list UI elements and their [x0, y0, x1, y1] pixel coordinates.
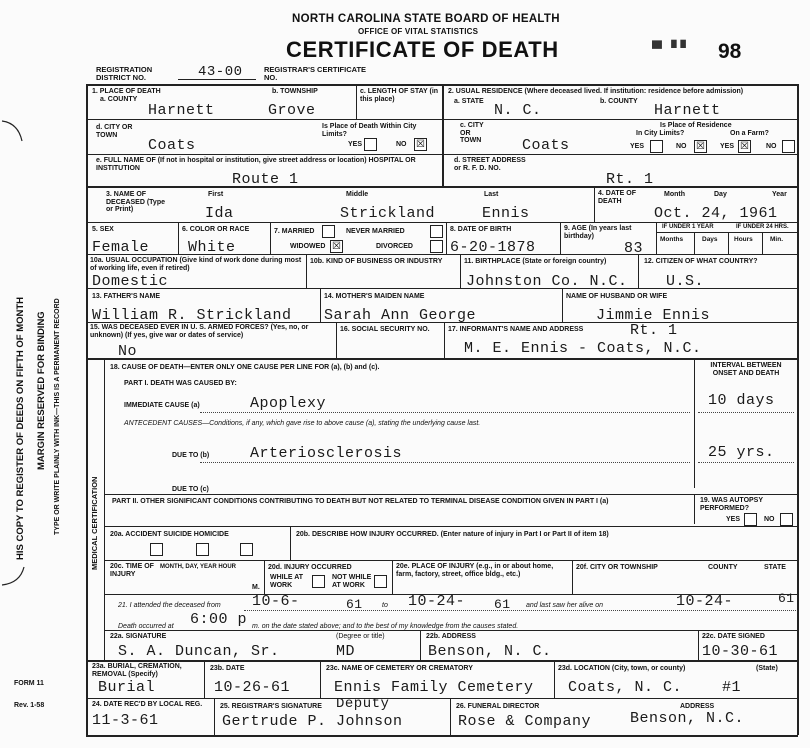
- form-number: FORM 11: [14, 680, 44, 687]
- cert-number: 98: [718, 40, 742, 63]
- residence-label: 2. USUAL RESIDENCE (Where deceased lived. If institution: residence before admission): [448, 88, 744, 95]
- injury-occurred-label: 20d. INJURY OCCURRED: [268, 564, 352, 571]
- deceased-name-label: 3. NAME OF DECEASED (Type or Print): [106, 191, 165, 213]
- death-limits-yes-checkbox[interactable]: [364, 138, 377, 151]
- res-limits-no-label: NO: [676, 143, 687, 150]
- months-label: Months: [660, 236, 684, 243]
- res-state-label: a. STATE: [454, 98, 484, 105]
- res-limits-label: In City Limits?: [636, 130, 685, 137]
- mother-label: 14. MOTHER'S MAIDEN NAME: [324, 293, 425, 300]
- middle-name-value: Strickland: [340, 205, 436, 222]
- immediate-cause-label: IMMEDIATE CAUSE (a): [124, 402, 200, 409]
- registrar-signature-label: 25. REGISTRAR'S SIGNATURE: [220, 703, 322, 710]
- color-value: White: [188, 239, 236, 256]
- res-street-value: Rt. 1: [606, 171, 654, 188]
- burial-label: 23a. BURIAL, CREMATION, REMOVAL (Specify): [92, 663, 182, 678]
- burial-date-value: 10-26-61: [214, 679, 291, 696]
- death-county-value: Harnett: [148, 102, 215, 119]
- attended-text: 21. I attended the deceased from: [118, 602, 221, 609]
- res-street-label: d. STREET ADDRESS or R. F. D. NO.: [454, 157, 526, 172]
- accident-checkbox[interactable]: [150, 543, 163, 556]
- citizen-value: U.S.: [666, 273, 705, 290]
- due-to-c-label: DUE TO (c): [172, 486, 209, 493]
- last-saw-text: and last saw her alive on: [526, 602, 604, 609]
- date-of-birth-label: 8. DATE OF BIRTH: [450, 226, 512, 233]
- mother-value: Sarah Ann George: [324, 307, 477, 324]
- birthplace-value: Johnston Co. N.C.: [466, 273, 628, 290]
- cause-label: 18. CAUSE OF DEATH—ENTER ONLY ONE CAUSE PER LINE FOR (a), (b) and (c).: [110, 364, 380, 371]
- occupation-value: Domestic: [92, 273, 169, 290]
- spouse-label: NAME OF HUSBAND OR WIFE: [566, 293, 668, 300]
- death-city-value: Coats: [148, 137, 196, 154]
- degree-label: (Degree or title): [336, 633, 385, 640]
- death-occurred-time: 6:00 p: [190, 611, 248, 628]
- injury-time-cols: MONTH, DAY, YEAR HOUR: [160, 564, 237, 570]
- autopsy-label: 19. WAS AUTOPSY PERFORMED?: [700, 497, 763, 512]
- res-inside-label: Is Place of Residence: [660, 122, 732, 129]
- res-farm-label: On a Farm?: [730, 130, 769, 137]
- informant-label: 17. INFORMANT'S NAME AND ADDRESS: [448, 326, 584, 333]
- form-revision: Rev. 1-58: [14, 702, 45, 709]
- res-limits-no-checkbox[interactable]: ☒: [694, 140, 707, 153]
- injury-city-label: 20f. CITY OR TOWNSHIP: [576, 564, 658, 571]
- registrar-cert-label: REGISTRAR'S CERTIFICATE NO.: [264, 65, 367, 82]
- attended-to-year: 61: [494, 597, 511, 612]
- location-state-label: (State): [756, 665, 778, 672]
- burial-value: Burial: [98, 679, 156, 696]
- burial-date-label: 23b. DATE: [210, 665, 245, 672]
- suicide-checkbox[interactable]: [196, 543, 209, 556]
- first-name-label: First: [208, 191, 224, 198]
- death-occurred-rest: m. on the date stated above; and to the best of my knowledge from the causes stated.: [252, 623, 519, 630]
- married-checkbox[interactable]: [322, 225, 335, 238]
- res-county-label: b. COUNTY: [600, 98, 638, 105]
- death-county-label: a. COUNTY: [100, 96, 138, 103]
- middle-name-label: Middle: [346, 191, 369, 198]
- widowed-checkbox[interactable]: ☒: [330, 240, 343, 253]
- days-label: Days: [702, 236, 718, 243]
- hours-label: Hours: [734, 236, 753, 243]
- injury-time-m: M.: [252, 584, 260, 591]
- attended-to-value: 10-24-: [408, 593, 466, 610]
- res-farm-yes-label: YES: [720, 143, 735, 150]
- while-at-work-checkbox[interactable]: [312, 575, 325, 588]
- institution-value: Route 1: [232, 171, 299, 188]
- married-label: 7. MARRIED: [274, 228, 315, 235]
- margin-register-note: HIS COPY TO REGISTER OF DEEDS ON FIFTH OF MONTH: [15, 296, 26, 560]
- res-state-value: N. C.: [494, 102, 542, 119]
- funeral-director-label: 26. FUNERAL DIRECTOR: [456, 703, 540, 710]
- first-name-value: Ida: [205, 205, 234, 222]
- antecedent-label: ANTECEDENT CAUSES—Conditions, if any, which gave rise to above cause (a), stating the underlying cause last.: [124, 420, 481, 427]
- cemetery-value: Ennis Family Cemetery: [334, 679, 534, 696]
- attended-from-value: 10-6-: [252, 593, 300, 610]
- res-city-value: Coats: [522, 137, 570, 154]
- last-name-label: Last: [484, 191, 499, 198]
- date-received-value: 11-3-61: [92, 712, 159, 729]
- attended-from-year: 61: [346, 597, 363, 612]
- color-label: 6. COLOR OR RACE: [182, 226, 250, 233]
- citizen-label: 12. CITIZEN OF WHAT COUNTRY?: [644, 258, 758, 265]
- cemetery-label: 23c. NAME OF CEMETERY OR CREMATORY: [326, 665, 473, 672]
- date-received-label: 24. DATE REC'D BY LOCAL REG.: [92, 701, 203, 708]
- death-occurred-text: Death occurred at: [118, 623, 174, 630]
- armed-forces-label: 15. WAS DECEASED EVER IN U. S. ARMED FORCES? (Yes, no, or unknown) (If yes, give war or dates of service): [90, 324, 309, 339]
- due-to-b-label: DUE TO (b): [172, 452, 210, 459]
- autopsy-no-checkbox[interactable]: [780, 513, 793, 526]
- due-to-b-value: Arteriosclerosis: [250, 445, 403, 462]
- death-township-value: Grove: [268, 102, 316, 119]
- margin-binding-note: MARGIN RESERVED FOR BINDING: [36, 311, 47, 470]
- signature-value: S. A. Duncan, Sr.: [118, 643, 280, 660]
- armed-forces-value: No: [118, 343, 138, 360]
- death-limits-no-label: NO: [396, 141, 407, 148]
- homicide-checkbox[interactable]: [240, 543, 253, 556]
- margin-permanent-note: TYPE OR WRITE PLAINLY WITH INK—THIS IS A PERMANENT RECORD: [54, 298, 61, 535]
- reg-district-value: 43-00: [198, 64, 243, 80]
- res-farm-no-checkbox[interactable]: [782, 140, 795, 153]
- injury-time-label: 20c. TIME OF INJURY: [110, 563, 154, 578]
- last-name-value: Ennis: [482, 205, 530, 222]
- degree-value: MD: [336, 643, 356, 660]
- page-title: CERTIFICATE OF DEATH: [286, 37, 559, 62]
- res-city-label: c. CITY OR TOWN: [460, 122, 484, 144]
- not-while-at-work-checkbox[interactable]: [374, 575, 387, 588]
- not-while-at-work-label: NOT WHILE AT WORK: [332, 574, 372, 589]
- death-township-label: b. TOWNSHIP: [272, 88, 318, 95]
- informant-route-value: Rt. 1: [630, 322, 678, 339]
- funeral-address-value: Benson, N.C.: [630, 710, 745, 727]
- autopsy-yes-checkbox[interactable]: [744, 513, 757, 526]
- age-label: 9. AGE (In years last birthday): [564, 225, 632, 240]
- last-saw-value: 10-24-: [676, 593, 734, 610]
- medical-certification-label: MEDICAL CERTIFICATION: [90, 476, 99, 570]
- physician-address-value: Benson, N. C.: [428, 643, 552, 660]
- margin-curve-marks: [0, 115, 30, 595]
- office-name: OFFICE OF VITAL STATISTICS: [358, 27, 479, 36]
- length-of-stay-label: c. LENGTH OF STAY (in this place): [360, 88, 439, 103]
- spouse-value: Jimmie Ennis: [596, 307, 711, 324]
- never-married-label: NEVER MARRIED: [346, 228, 405, 235]
- location-value: Coats, N. C.: [568, 679, 683, 696]
- res-county-value: Harnett: [654, 102, 721, 119]
- agency-name: NORTH CAROLINA STATE BOARD OF HEALTH: [292, 13, 560, 25]
- immediate-cause-value: Apoplexy: [250, 395, 327, 412]
- date-signed-value: 10-30-61: [702, 643, 779, 660]
- birthplace-label: 11. BIRTHPLACE (State or foreign country): [464, 258, 607, 265]
- date-of-death-value: Oct. 24, 1961: [654, 205, 778, 222]
- father-value: William R. Strickland: [92, 307, 292, 324]
- year-label: Year: [772, 191, 787, 198]
- divorced-label: DIVORCED: [376, 243, 413, 250]
- never-married-checkbox[interactable]: [430, 225, 443, 238]
- occupation-label: 10a. USUAL OCCUPATION (Give kind of work done during most of working life, even if retired): [90, 257, 302, 272]
- sex-label: 5. SEX: [92, 226, 114, 233]
- interval-label: INTERVAL BETWEEN ONSET AND DEATH: [710, 362, 782, 377]
- physician-address-label: 22b. ADDRESS: [426, 633, 476, 640]
- sex-value: Female: [92, 239, 150, 256]
- cert-number-smudge: ▀ ▝ ▘: [652, 40, 692, 56]
- while-at-work-label: WHILE AT WORK: [270, 574, 304, 589]
- injury-place-label: 20e. PLACE OF INJURY (e.g., in or about home, farm, factory, street, office bldg., etc.): [396, 563, 554, 578]
- ssn-label: 16. SOCIAL SECURITY NO.: [340, 326, 430, 333]
- res-farm-yes-checkbox[interactable]: ☒: [738, 140, 751, 153]
- immediate-interval-value: 10 days: [708, 392, 775, 409]
- funeral-director-value: Rose & Company: [458, 713, 592, 730]
- informant-value: M. E. Ennis - Coats, N.C.: [464, 340, 702, 357]
- part1-label: PART I. DEATH WAS CAUSED BY:: [124, 380, 237, 387]
- city-limits-label: Is Place of Death Within City Limits?: [322, 123, 417, 138]
- location-label: 23d. LOCATION (City, town, or county): [558, 665, 686, 672]
- under-24-hrs-label: IF UNDER 24 HRS.: [736, 224, 789, 230]
- month-label: Month: [664, 191, 685, 198]
- due-to-b-interval-value: 25 yrs.: [708, 444, 775, 461]
- minutes-label: Min.: [770, 236, 783, 243]
- res-limits-yes-label: YES: [630, 143, 645, 150]
- under-1-year-label: IF UNDER 1 YEAR: [662, 224, 714, 230]
- location-state-value: #1: [722, 679, 742, 696]
- injury-describe-label: 20b. DESCRIBE HOW INJURY OCCURRED. (Enter nature of injury in Part I or Part II of item 18): [296, 531, 609, 538]
- signature-label: 22a. SIGNATURE: [110, 633, 167, 640]
- day-label: Day: [714, 191, 727, 198]
- divorced-checkbox[interactable]: [430, 240, 443, 253]
- age-value: 83: [624, 240, 644, 257]
- to-label: to: [382, 602, 388, 609]
- death-place-label: 1. PLACE OF DEATH: [92, 88, 161, 95]
- date-signed-label: 22c. DATE SIGNED: [702, 633, 765, 640]
- injury-kind-label: 20a. ACCIDENT SUICIDE HOMICIDE: [110, 531, 229, 538]
- last-saw-year: 61: [778, 591, 795, 606]
- death-limits-no-checkbox[interactable]: ☒: [414, 138, 427, 151]
- injury-county-label: COUNTY: [708, 564, 738, 571]
- date-of-death-label: 4. DATE OF DEATH: [598, 190, 636, 205]
- business-label: 10b. KIND OF BUSINESS OR INDUSTRY: [310, 258, 443, 265]
- autopsy-no-label: NO: [764, 516, 775, 523]
- reg-district-label: REGISTRATION DISTRICT NO.: [96, 65, 153, 82]
- res-limits-yes-checkbox[interactable]: [650, 140, 663, 153]
- res-farm-no-label: NO: [766, 143, 777, 150]
- part2-label: PART II. OTHER SIGNIFICANT CONDITIONS CONTRIBUTING TO DEATH BUT NOT RELATED TO TERMINAL DISEASE CONDITION GIVEN IN PART I (a): [112, 498, 609, 505]
- father-label: 13. FATHER'S NAME: [92, 293, 161, 300]
- institution-label: e. FULL NAME OF (If not in hospital or institution, give street address or location) HOSPITAL OR INSTITUTION: [96, 157, 416, 172]
- funeral-address-label: ADDRESS: [680, 703, 715, 710]
- date-of-birth-value: 6-20-1878: [450, 239, 536, 256]
- widowed-label: WIDOWED: [290, 243, 326, 250]
- registrar-signature-value: Gertrude P. Johnson: [222, 713, 403, 730]
- death-limits-yes-label: YES: [348, 141, 363, 148]
- autopsy-yes-label: YES: [726, 516, 741, 523]
- injury-state-label: STATE: [764, 564, 786, 571]
- deputy-value: Deputy: [336, 696, 390, 712]
- death-city-label: d. CITY OR TOWN: [96, 124, 133, 139]
